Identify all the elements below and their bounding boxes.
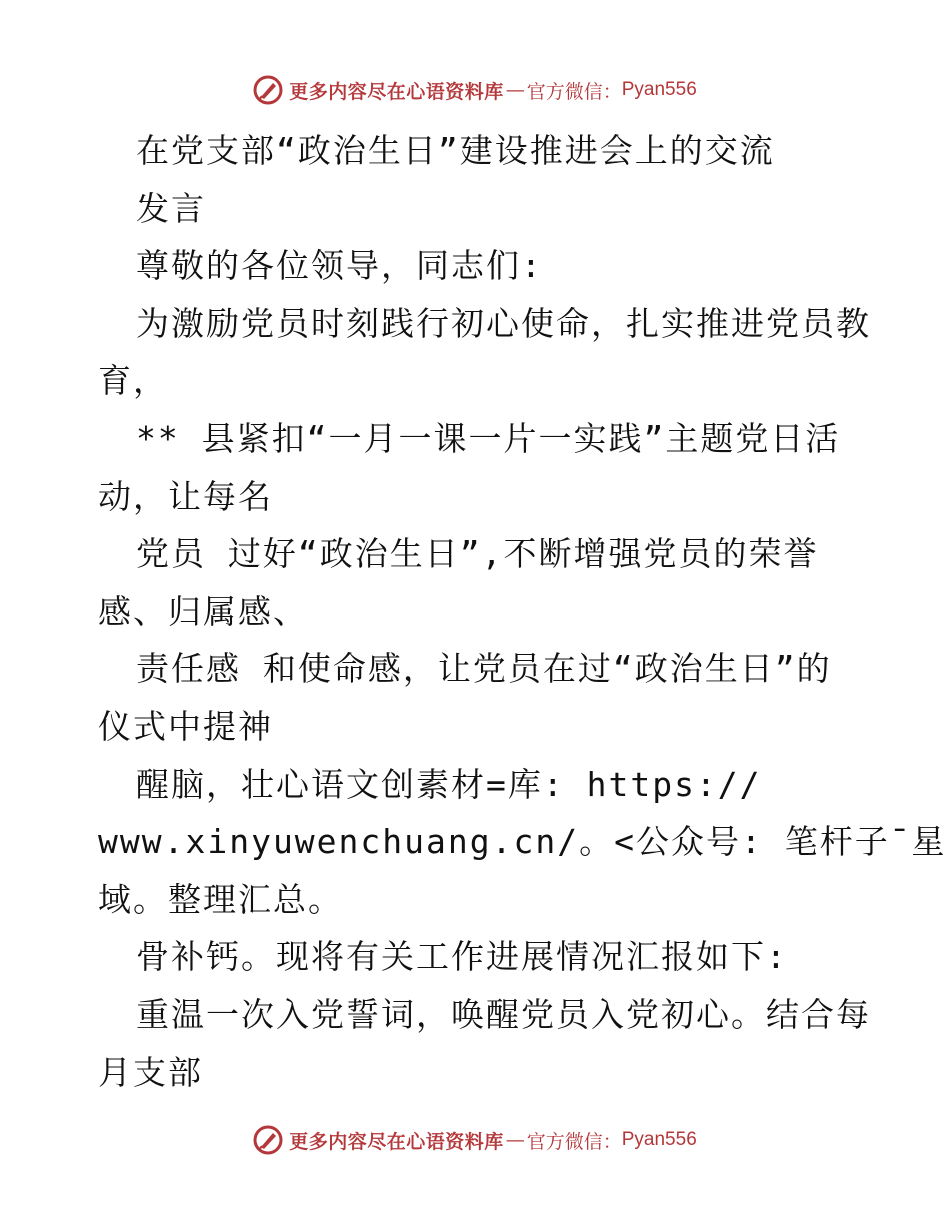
- paragraph-line: 感、归属感、: [98, 591, 308, 631]
- paragraph-line: 月支部: [98, 1052, 203, 1092]
- paragraph-line: 域。整理汇总。: [98, 879, 343, 919]
- banner-contact-id: Pyan556: [621, 1129, 697, 1150]
- document-body: [98, 122, 947, 1101]
- paragraph-line: ** 县紧扣“一月一课一片一实践”主题党日活: [136, 418, 841, 458]
- banner-contact-id: Pyan556: [621, 79, 697, 100]
- paragraph-line: 责任感 和使命感，让党员在过“政治生日”的: [136, 649, 832, 689]
- paragraph-line: 育，: [98, 361, 168, 401]
- paragraph-line: 为激励党员时刻践行初心使命，扎实推进党员教: [136, 303, 871, 343]
- red-quill-circle-logo-icon: [253, 75, 283, 105]
- paragraph-line: 动，让每名: [98, 476, 273, 516]
- banner-separator: —: [505, 1129, 525, 1151]
- banner-separator: —: [505, 79, 525, 101]
- header-watermark-banner: [0, 72, 950, 108]
- paragraph-line: 党员 过好“政治生日”,不断增强党员的荣誉: [136, 534, 819, 574]
- banner-slogan: 更多内容尽在心语资料库: [289, 80, 504, 103]
- paragraph-line: 重温一次入党誓词，唤醒党员入党初心。结合每: [136, 994, 871, 1034]
- banner-contact-label: 官方微信：: [526, 1131, 622, 1153]
- red-quill-circle-logo-icon: [253, 1125, 283, 1155]
- document-title-line-2: 发言: [136, 188, 206, 228]
- salutation: 尊敬的各位领导，同志们:: [136, 246, 543, 286]
- paragraph-line: www.xinyuwenchuang.cn/。<公众号: 笔杆子¯星: [98, 822, 947, 862]
- paragraph-line: 骨补钙。现将有关工作进展情况汇报如下:: [136, 937, 788, 977]
- paragraph-line: 醒脑，壮心语文创素材=库: https://: [136, 764, 762, 804]
- banner-contact-label: 官方微信：: [526, 81, 622, 103]
- banner-slogan: 更多内容尽在心语资料库: [289, 1130, 504, 1153]
- footer-watermark-banner: [0, 1122, 950, 1158]
- paragraph-line: 仪式中提神: [98, 706, 273, 746]
- document-title-line-1: 在党支部“政治生日”建设推进会上的交流: [136, 131, 775, 170]
